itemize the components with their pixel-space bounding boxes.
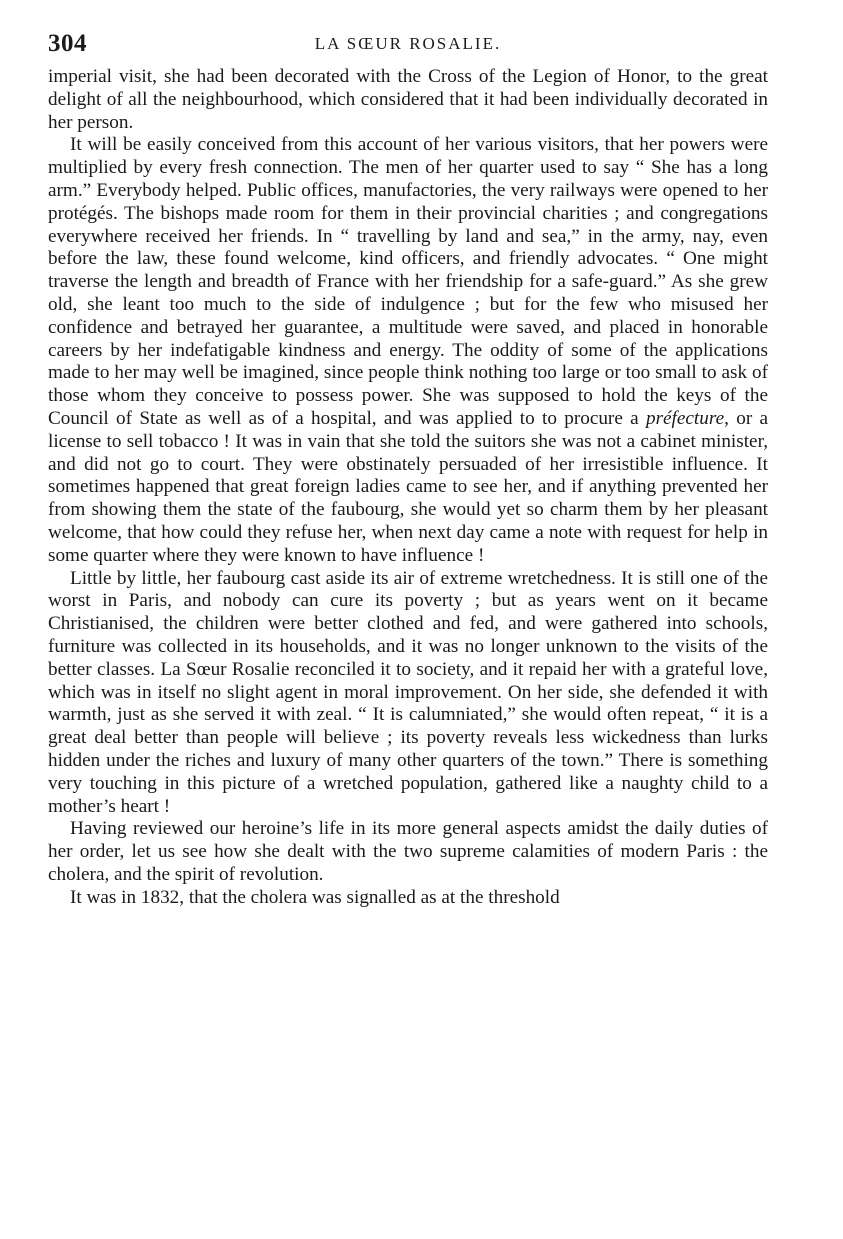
running-title: LA SŒUR ROSALIE. — [314, 34, 502, 53]
paragraph-2-italic-term: préfecture, — [645, 407, 729, 429]
paragraph-5: It was in 1832, that the cholera was signalled as at the threshold — [70, 886, 560, 908]
book-page — [48, 30, 768, 909]
paragraph-1: imperial visit, she had been decorated with the Cross of the Legion of Honor, to the great delight of all the neighbourhood, which considered that it had been individually decorated in her person. — [48, 66, 768, 133]
paragraph-2-text-before: It will be easily conceived from this account of her various visitors, that her powers were multiplied by every fresh connection. The men of her quarter used to say “ She has a long arm.” Everybody helped. Public offices, manufactories, the very railways were opened to her protégés. The bishops made room for them in their provincial charities ; and congregations everywhere received her friends. In “ travelling by land and sea,” in the army, nay, even before the law, these found welcome, kind officers, and friendly advocates. “ One might traverse the length and breadth of France with her friendship for a safe-guard.” As she grew old, she leant too much to the side of indulgence ; but for the few who misused her confidence and betrayed her guarantee, a multitude were saved, and placed in honorable careers by her indefatigable kindness and energy. The oddity of some of the applications made to her may well be imagined, since people think nothing too large or too small to ask of those whom they conceive to possess power. She was supposed to hold the keys of the Council of State as well as of a hospital, and was applied to to procure a — [48, 134, 768, 429]
page-number: 304 — [48, 30, 87, 57]
paragraph-4: Having reviewed our heroine’s life in its more general aspects amidst the daily duties of her order, let us see how she dealt with the two supreme calamities of modern Paris : the cholera, and the spirit of revolution. — [48, 818, 768, 885]
paragraph-2-text-after: or a license to sell tobacco ! It was in vain that she told the suitors she was not a cabinet minister, and did not go to court. They were obstinately persuaded of her irresistible influence. It sometimes happened that great foreign ladies came to see her, and if anything prevented her from showing them the state of the faubourg, she would yet so charm them by her pleasant welcome, that how could they refuse her, when next day came a note with request for help in some quarter where they were known to have influence ! — [48, 407, 769, 566]
running-head — [48, 30, 768, 60]
paragraph-2 — [48, 134, 768, 567]
body-text — [48, 66, 768, 909]
paragraph-3: Little by little, her faubourg cast aside its air of extreme wretchedness. It is still one of the worst in Paris, and nobody can cure its poverty ; but as years went on it became Christianised, the children were better clothed and fed, and were gathered into schools, furniture was collected in its households, and it was no longer unknown to the visits of the better classes. La Sœur Rosalie reconciled it to society, and it repaid her with a grateful love, which was in itself no slight agent in moral improvement. On her side, she defended it with warmth, just as she served it with zeal. “ It is calumniated,” she would often repeat, “ it is a great deal better than people will believe ; its poverty reveals less wickedness than lurks hidden under the riches and luxury of many other quarters of the town.” There is something very touching in this picture of a wretched population, gathered like a naughty child to a mother’s heart ! — [48, 567, 768, 817]
